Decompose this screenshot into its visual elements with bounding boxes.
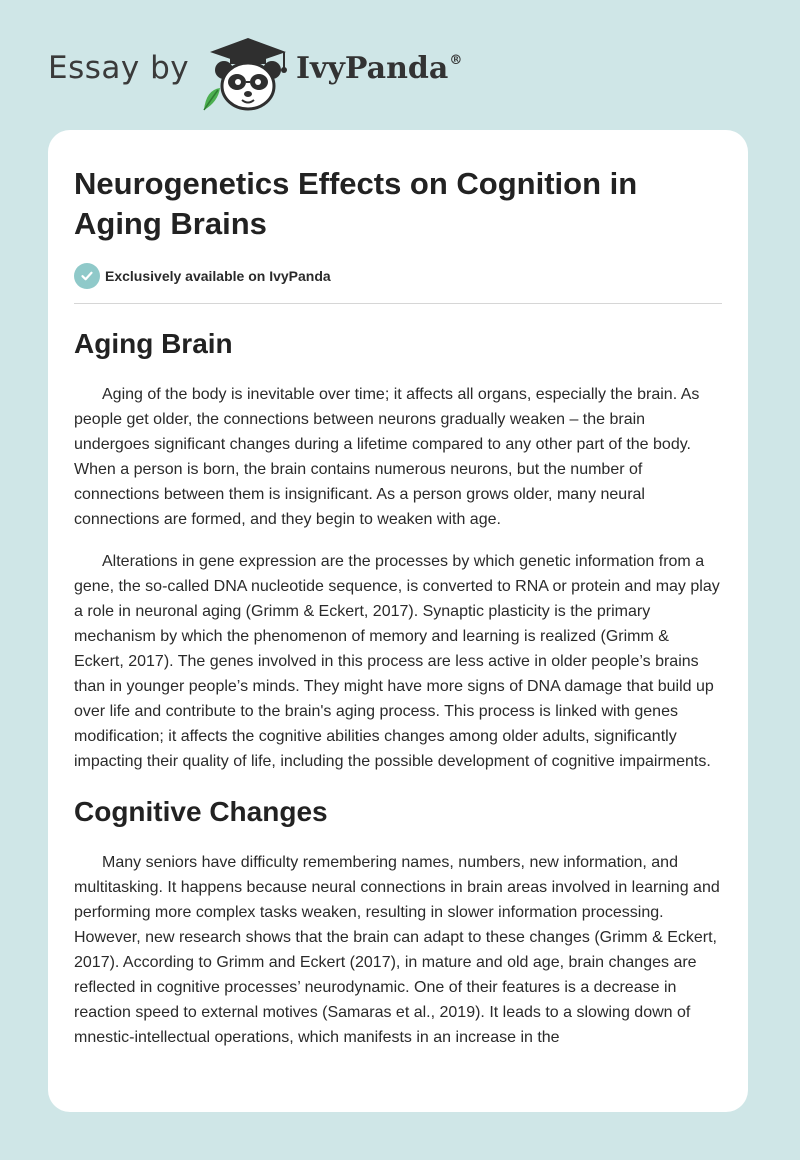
paragraph: Many seniors have difficulty remembering names, numbers, new information, and multitasking. It happens because neural connections in brain areas involved in learning and performing more complex tasks weaken, resulting in slower information processing. However, new research shows that the brain can adapt to these changes (Grimm & Eckert, 2017). According to Grimm and Eckert (2017), in mature and old age, brain changes are reflected in cognitive processes’ neurodynamic. One of their features is a decrease in reaction speed to external motives (Samaras et al., 2019). It leads to a slowing down of mnestic-intellectual operations, which manifests in an increase in the xyxy=(74,854,720,1046)
paragraph: Alterations in gene expression are the processes by which genetic information from a gene, the so-called DNA nucleotide sequence, is converted to RNA or protein and may play a role in neuronal aging (Grimm & Eckert, 2017). Synaptic plasticity is the primary mechanism by which the phenomenon of memory and learning is realized (Grimm & Eckert, 2017). The genes involved in this process are less active in older people’s brains than in younger people’s minds. They might have more signs of DNA damage that build up over life and contribute to the brain's aging process. This process is linked with genes modification; it affects the cognitive abilities changes among older adults, significantly impacting their quality of life, including the possible development of cognitive impairments. xyxy=(74,553,720,770)
divider xyxy=(74,303,722,304)
section-heading-aging-brain: Aging Brain xyxy=(74,328,233,359)
paragraph: Aging of the body is inevitable over time; it affects all organs, especially the brain. As people get older, the connections between neurons gradually weaken – the brain undergoes significant changes during a lifetime compared to any other part of the body. When a person is born, the brain contains numerous neurons, but the number of connections between them is insignificant. As a person grows older, many neural connections are formed, and they begin to weaken with age. xyxy=(74,386,700,528)
site-header xyxy=(0,0,800,130)
essay-by-label: Essay by xyxy=(48,50,190,86)
exclusive-badge xyxy=(74,263,331,289)
page-title: Neurogenetics Effects on Cognition in Aging Brains xyxy=(74,166,638,241)
brand-name[interactable]: IvyPanda® xyxy=(296,51,463,86)
registered-mark: ® xyxy=(449,53,463,68)
essay-card xyxy=(48,130,748,1112)
article-body xyxy=(74,326,722,1067)
exclusive-label: Exclusively available on IvyPanda xyxy=(105,268,331,284)
panda-graduate-logo-icon[interactable] xyxy=(200,32,296,112)
check-circle-icon xyxy=(74,263,100,289)
section-heading-cognitive-changes: Cognitive Changes xyxy=(74,796,328,827)
